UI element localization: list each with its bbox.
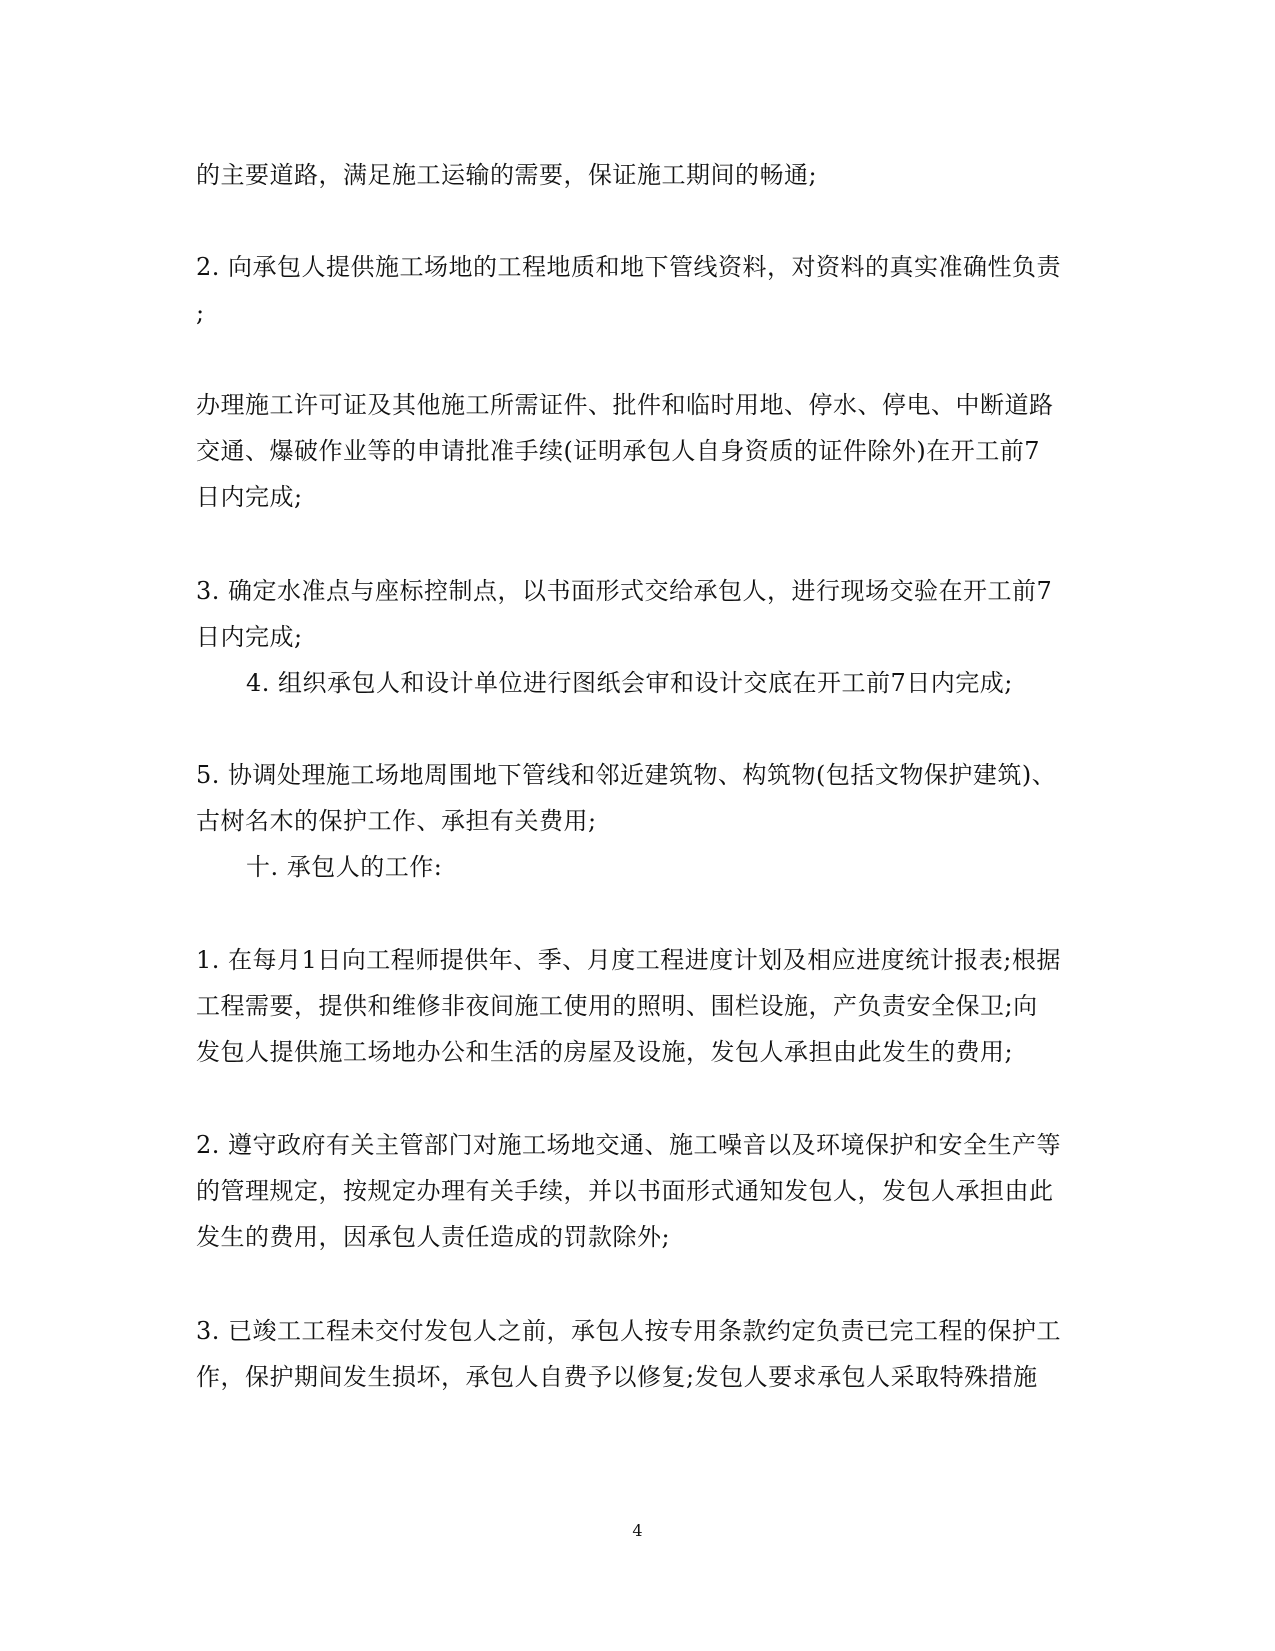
page-number: 4 [632,1521,643,1540]
text-line: 古树名木的保护工作、承担有关费用; [196,807,597,835]
text-line: 日内完成; [196,483,303,511]
text-line: 2. 向承包人提供施工场地的工程地质和地下管线资料，对资料的真实准确性负责 [196,253,1062,281]
text-line: 发包人提供施工场地办公和生活的房屋及设施，发包人承担由此发生的费用; [196,1038,1014,1066]
text-line: 交通、爆破作业等的申请批准手续(证明承包人自身资质的证件除外)在开工前7 [196,437,1040,465]
text-line: ; [196,299,205,327]
text-line: 3. 已竣工工程未交付发包人之前，承包人按专用条款约定负责已完工程的保护工 [196,1317,1062,1345]
text-line: 的主要道路，满足施工运输的需要，保证施工期间的畅通; [196,161,818,189]
text-line: 作，保护期间发生损坏，承包人自费予以修复;发包人要求承包人采取特殊措施 [196,1363,1038,1391]
text-line: 3. 确定水准点与座标控制点，以书面形式交给承包人，进行现场交验在开工前7 [196,577,1053,605]
text-line: 日内完成; [196,623,303,651]
text-line: 发生的费用，因承包人责任造成的罚款除外; [196,1223,671,1251]
text-line: 1. 在每月1日向工程师提供年、季、月度工程进度计划及相应进度统计报表;根据 [196,946,1061,974]
text-line: 工程需要，提供和维修非夜间施工使用的照明、围栏设施，产负责安全保卫;向 [196,992,1038,1020]
text-line: 4. 组织承包人和设计单位进行图纸会审和设计交底在开工前7日内完成; [246,669,1013,697]
section-heading: 十. 承包人的工作: [246,853,443,881]
text-line: 2. 遵守政府有关主管部门对施工场地交通、施工噪音以及环境保护和安全生产等 [196,1131,1062,1159]
text-line: 5. 协调处理施工场地周围地下管线和邻近建筑物、构筑物(包括文物保护建筑)、 [196,761,1057,789]
text-line: 办理施工许可证及其他施工所需证件、批件和临时用地、停水、停电、中断道路 [196,391,1054,419]
text-line: 的管理规定，按规定办理有关手续，并以书面形式通知发包人，发包人承担由此 [196,1177,1054,1205]
